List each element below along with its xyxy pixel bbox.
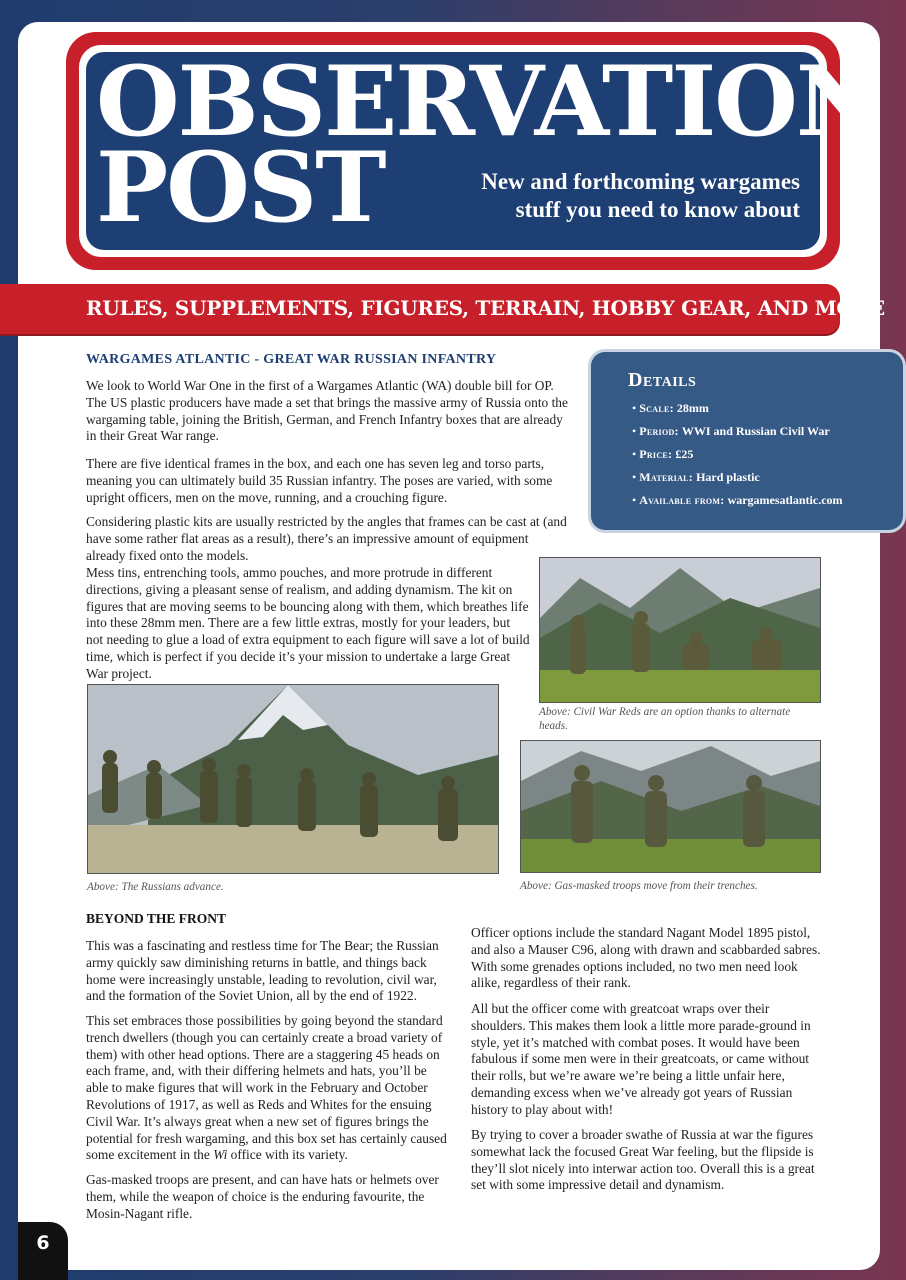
photo-gas-masked-troops-image (521, 741, 820, 872)
masthead-title-line2: POST (96, 131, 385, 244)
detail-value: WWI and Russian Civil War (681, 424, 830, 438)
detail-row-material: • Material: Hard plastic (632, 470, 760, 484)
right-paragraph-3: By trying to cover a broader swathe of Russia at war the figures somewhat lack the focused Great War feeling, but the flipside is they’ll slot nicely into interwar action too. Overall this is a great set with some impressive detail and dynamism. (471, 1127, 815, 1193)
left-paragraph-1: This was a fascinating and restless time for The Bear; the Russian army quickly saw diminishing returns in battle, and things back home were increasingly unstable, leading to revolution, civil war, and the formation of the Soviet Union, all by the end of 1922. (86, 938, 439, 1004)
detail-row-available: • Available from: wargamesatlantic.com (632, 493, 843, 507)
masthead-subtitle (420, 168, 800, 224)
detail-label: Price: (639, 447, 673, 461)
caption-advance: Above: The Russians advance. (87, 881, 224, 893)
caption-civil-war: Above: Civil War Reds are an option thanks to alternate heads. (539, 706, 791, 732)
detail-label: Material: (639, 470, 694, 484)
detail-value: £25 (675, 447, 694, 461)
left-paragraph-3: Gas-masked troops are present, and can have hats or helmets over them, while the weapon of choice is the enduring favourite, the Mosin-Nagant rifle. (86, 1172, 439, 1221)
details-title: Details (628, 369, 697, 391)
detail-value: wargamesatlantic.com (727, 493, 843, 507)
section-heading: BEYOND THE FRONT (86, 911, 227, 926)
article-heading: WARGAMES ATLANTIC - GREAT WAR RUSSIAN INFANTRY (86, 352, 497, 367)
photo-gas-masked-troops (520, 740, 821, 873)
caption-gas: Above: Gas-masked troops move from their trenches. (520, 880, 758, 892)
detail-label: Period: (639, 424, 679, 438)
detail-value: Hard plastic (696, 470, 760, 484)
photo-civil-war-reds (539, 557, 821, 703)
photo-russians-advance (87, 684, 499, 874)
detail-label: Scale: (639, 401, 674, 415)
category-banner-text: RULES, SUPPLEMENTS, FIGURES, TERRAIN, HOBBY GEAR, AND MORE (86, 296, 885, 320)
article-paragraph-2: There are five identical frames in the box, and each one has seven leg and torso parts, meaning you can ultimately build 35 Russian infantry. The poses are varied, with some upright officers, men on the move, running, and a crouching figure. (86, 456, 553, 505)
left-paragraph-2-tail: office with its variety. (227, 1147, 348, 1163)
left-paragraph-2 (86, 1013, 452, 1164)
photo-russians-advance-image (88, 685, 498, 873)
detail-row-scale: • Scale: 28mm (632, 401, 709, 415)
detail-label: Available from: (639, 493, 725, 507)
right-paragraph-2: All but the officer come with greatcoat wraps over their shoulders. This makes them look a little more parade-ground in style, yet it’s matched with combat poses. It would have been fabulous if some men were in their greatcoats, or came without their rolls, but we’re aware we’re being a little unfair here, demanding excess when we’ve already got years of Russian history to play about with! (471, 1001, 811, 1117)
masthead-subtitle-line2: stuff you need to know about (515, 197, 800, 222)
photo-civil-war-reds-image (540, 558, 820, 702)
detail-row-period: • Period: WWI and Russian Civil War (632, 424, 830, 438)
page-number: 6 (36, 1232, 50, 1254)
article-paragraph-4: Mess tins, entrenching tools, ammo pouches, and more protrude in different directions, giving a pleasant sense of realism, and adding dynamism. The kit on figures that are moving seems to be bouncing along with them, which breathes life into these 28mm men. There are a few little extras, mostly for your leaders, but not needing to glue a load of extra equipment to each figure will save a lot of build time, which is perfect if you decide it’s your mission to undertake a large Great War project. (86, 565, 530, 681)
left-paragraph-2-text: This set embraces those possibilities by going beyond the standard trench dwellers (though you can certainly create a broad variety of them) with other head options. There are a staggering 45 heads on each frame, and, with their differing helmets and hats, you’ll be able to make figures that will work in the February and October Revolutions of 1917, as well as Reds and Whites for the ensuing Civil War. It’s always great when a new set of figures brings the potential for fresh wargaming, and this box set has certainly caused some excitement in the (86, 1013, 447, 1163)
detail-value: 28mm (676, 401, 709, 415)
masthead-title-line1: OBSERVATION (96, 45, 882, 158)
article-paragraph-3: Considering plastic kits are usually restricted by the angles that frames can be cast at (and have some rather flat areas as a result), there’s an impressive amount of equipment already fixed onto the models. (86, 514, 567, 563)
detail-row-price: • Price: £25 (632, 447, 694, 461)
left-paragraph-2-emphasis: Wi (213, 1147, 228, 1163)
masthead-subtitle-line1: New and forthcoming wargames (481, 169, 800, 194)
right-paragraph-1: Officer options include the standard Nagant Model 1895 pistol, and also a Mauser C96, along with drawn and scabbarded sabres. With some grenades options included, no two men need look alike, regardless of their rank. (471, 925, 821, 991)
article-paragraph-1: We look to World War One in the first of a Wargames Atlantic (WA) double bill for OP. The US plastic producers have made a set that brings the massive army of Russia onto the wargaming table, joining the British, German, and French Infantry boxes that are already in their Great War range. (86, 378, 568, 444)
